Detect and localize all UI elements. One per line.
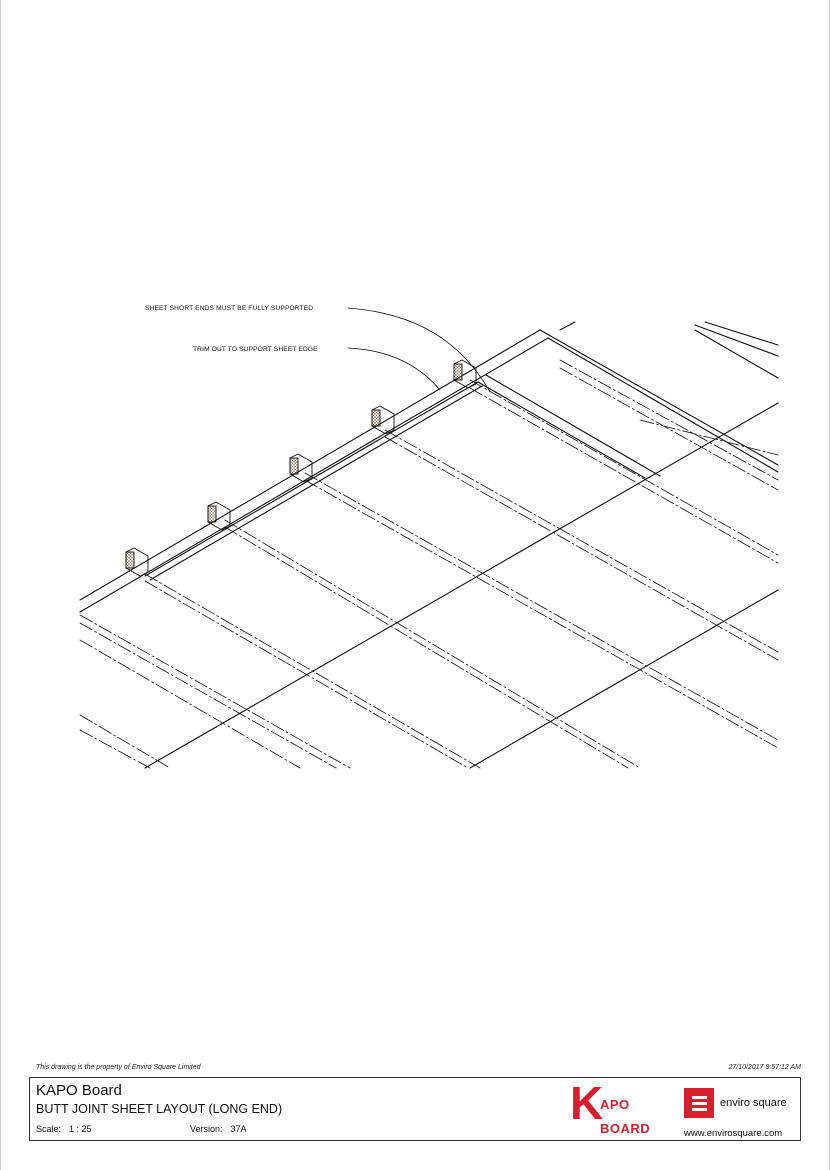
scale-value: 1 : 25 (69, 1124, 92, 1134)
kapo-logo-line2: BOARD (600, 1121, 651, 1136)
kapo-logo-line1: APO (600, 1097, 630, 1112)
kapo-logo-letter: K (570, 1077, 604, 1129)
timestamp: 27/10/2017 9:57:12 AM (728, 1064, 801, 1071)
version-label: Version: (190, 1124, 223, 1134)
enviro-brand: enviro square (720, 1097, 787, 1109)
property-note: This drawing is the property of Enviro Square Limited (36, 1064, 201, 1071)
kapo-board-logo (568, 1077, 672, 1138)
version-value: 37A (230, 1124, 247, 1134)
enviro-square-logo (682, 1086, 798, 1138)
support-blocks (126, 360, 476, 576)
enviro-square-icon (684, 1088, 714, 1118)
version-field (190, 1124, 247, 1134)
dashdot-lines (80, 360, 778, 768)
title-block (29, 1077, 801, 1141)
callout-short-ends: SHEET SHORT ENDS MUST BE FULLY SUPPORTED (145, 305, 314, 312)
enviro-website: www.envirosquare.com (684, 1128, 783, 1139)
callout-trim-out: TRIM OUT TO SUPPORT SHEET EDGE (193, 346, 318, 353)
drawing-title: KAPO Board (36, 1082, 122, 1099)
scale-field (36, 1124, 92, 1134)
drawing-subtitle: BUTT JOINT SHEET LAYOUT (LONG END) (36, 1102, 283, 1116)
scale-label: Scale: (36, 1124, 62, 1134)
leader-lines (348, 308, 490, 392)
